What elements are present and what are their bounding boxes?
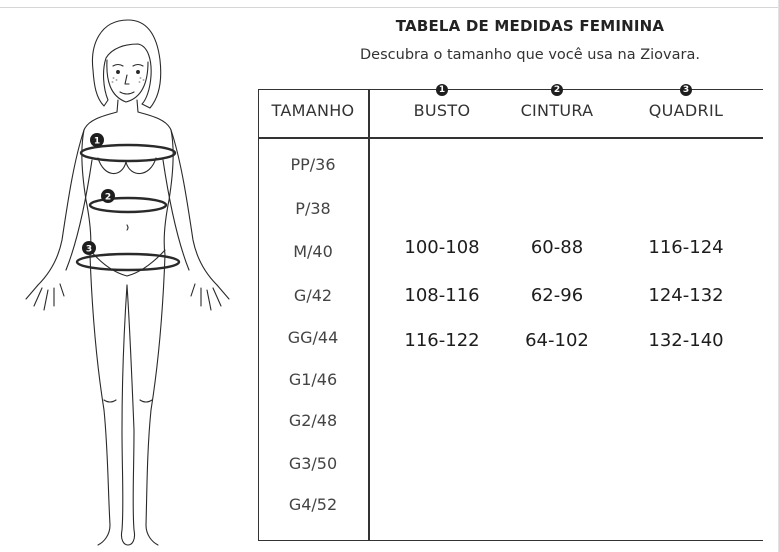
size-gg44: GG/44 [287, 328, 339, 347]
quadril-gg44: 132-140 [648, 330, 724, 351]
top-divider [0, 7, 779, 8]
size-p38: P/38 [295, 199, 331, 218]
cintura-g42: 62-96 [530, 285, 584, 306]
size-g42: G/42 [293, 286, 333, 305]
cintura-m40: 60-88 [530, 237, 584, 258]
size-m40: M/40 [293, 242, 333, 261]
chart-subtitle: Descubra o tamanho que você usa na Ziovara. [360, 47, 700, 63]
size-g350: G3/50 [288, 454, 338, 473]
size-pp36: PP/36 [290, 155, 336, 174]
figure-marker-hip-label: 3 [85, 244, 93, 255]
header-quadril: QUADRIL [648, 101, 724, 120]
size-g452: G4/52 [288, 495, 338, 514]
busto-gg44: 116-122 [404, 330, 480, 351]
body-measurement-illustration [0, 10, 260, 552]
header-marker-cintura: 2 [551, 84, 563, 96]
quadril-g42: 124-132 [648, 285, 724, 306]
header-cintura: CINTURA [520, 101, 594, 120]
size-g146: G1/46 [288, 370, 338, 389]
header-busto: BUSTO [413, 101, 471, 120]
header-marker-quadril: 3 [680, 84, 692, 96]
busto-g42: 108-116 [404, 285, 480, 306]
quadril-m40: 116-124 [648, 237, 724, 258]
figure-marker-waist-label: 2 [104, 192, 112, 203]
chart-title: TABELA DE MEDIDAS FEMININA [395, 17, 665, 35]
figure-marker-bust-label: 1 [93, 136, 101, 147]
header-marker-busto: 1 [436, 84, 448, 96]
header-tamanho: TAMANHO [271, 101, 355, 120]
busto-m40: 100-108 [404, 237, 480, 258]
cintura-gg44: 64-102 [525, 330, 589, 351]
table-column-divider [368, 89, 370, 541]
table-header-divider [258, 137, 763, 139]
size-g248: G2/48 [288, 411, 338, 430]
